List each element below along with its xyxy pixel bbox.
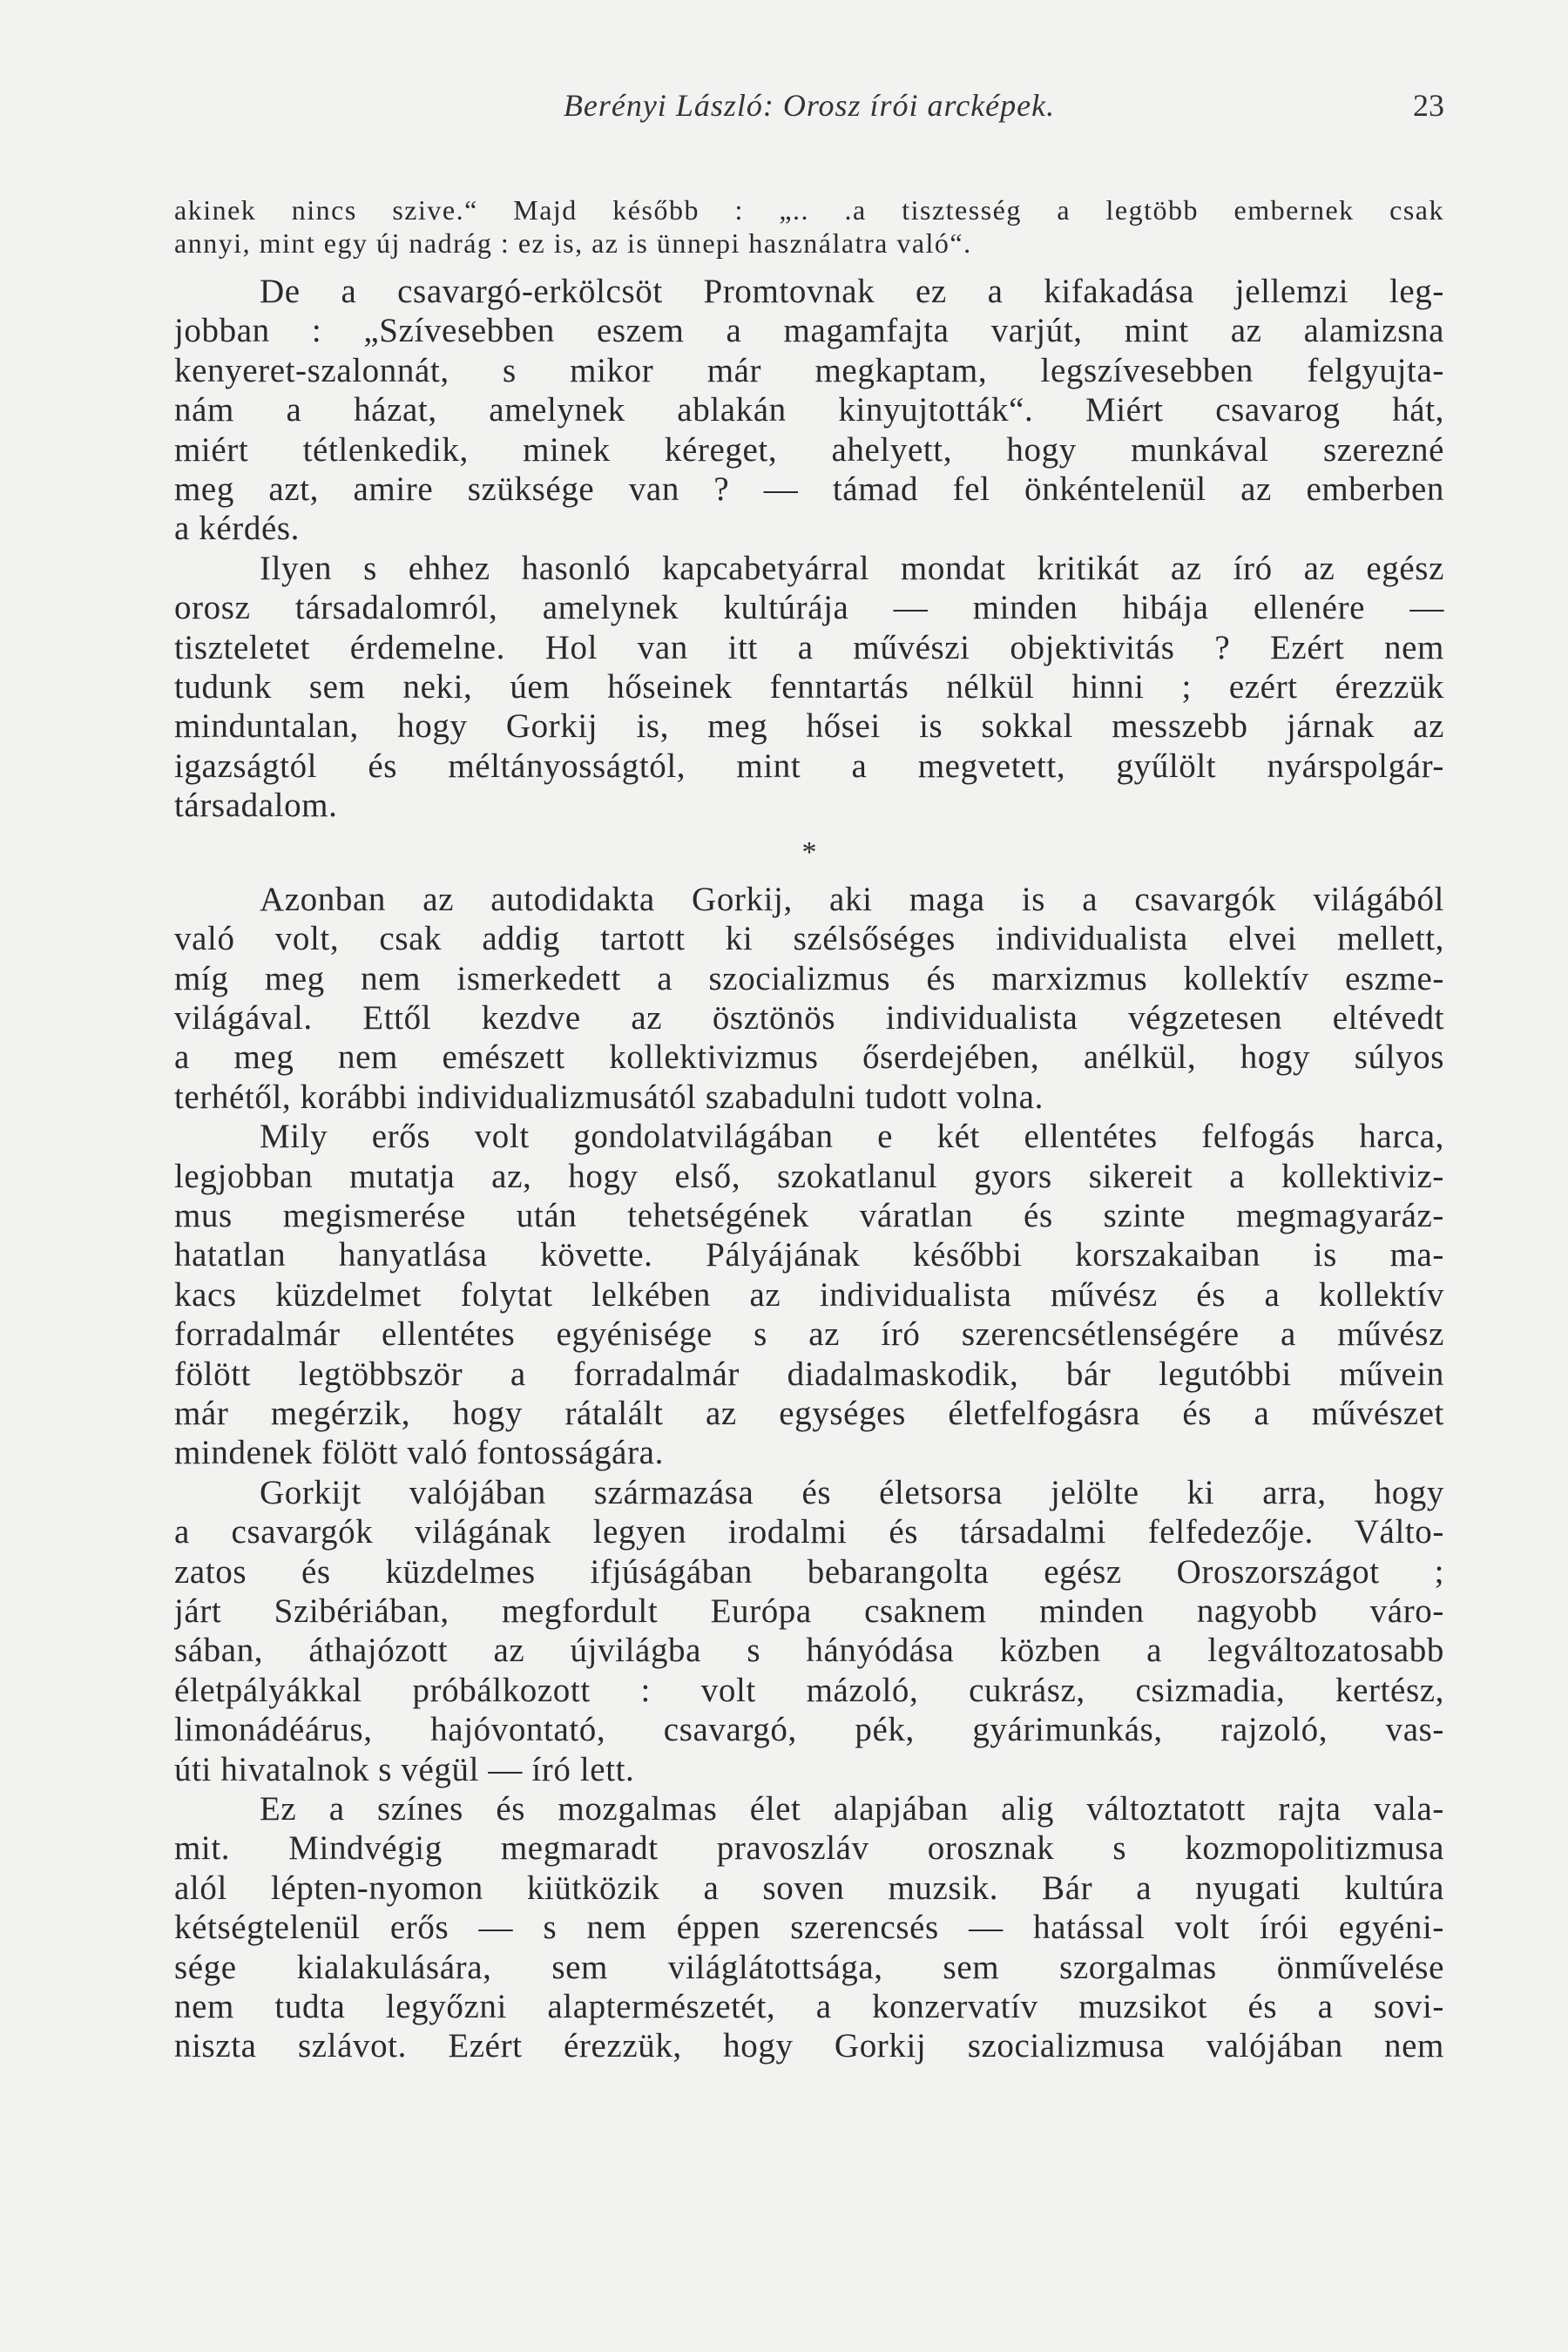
text-line: sége kialakulására, sem világlátottsága, sem szorgalmas önművelése [174, 1948, 1444, 1986]
running-title: Berényi László: Orosz írói arcképek. [563, 88, 1056, 123]
text-line: igazságtól és méltányosságtól, mint a megvetett, gyűlölt nyárspolgár- [174, 747, 1444, 785]
paragraph [174, 880, 1444, 1117]
text-line: mus megismerése után tehetségének váratlan és szinte megmagyaráz- [174, 1196, 1444, 1234]
text-line: életpályákkal próbálkozott : volt mázoló, cukrász, csizmadia, kertész, [174, 1671, 1444, 1709]
text-line: tudunk sem neki, úem hőseinek fenntartás nélkül hinni ; ezért érezzük [174, 668, 1444, 706]
text-line: a kérdés. [174, 510, 300, 548]
text-line: nám a házat, amelynek ablakán kinyujtották“. Miért csavarog hát, [174, 391, 1444, 429]
text-line: forradalmár ellentétes egyénisége s az író szerencsétlenségére a művész [174, 1315, 1444, 1354]
body-text [174, 193, 1444, 2066]
text-line: legjobban mutatja az, hogy első, szokatlanul gyors sikereit a kollektiviz- [174, 1157, 1444, 1195]
text-line: kétségtelenül erős — s nem éppen szerencsés — hatással volt írói egyéni- [174, 1909, 1444, 1947]
text-line: úti hivatalnok s végül — író lett. [174, 1750, 635, 1788]
text-line: tiszteletet érdemelne. Hol van itt a művészi objektivitás ? Ezért nem [174, 628, 1444, 666]
text-line: Mily erős volt gondolatvilágában e két ellentétes felfogás harca, [260, 1118, 1444, 1156]
text-line: világával. Ettől kezdve az ösztönös individualista végzetesen eltévedt [174, 998, 1444, 1037]
text-line: orosz társadalomról, amelynek kultúrája — minden hibája ellenére — [174, 589, 1444, 627]
paragraph [174, 1473, 1444, 1789]
section-separator: * [801, 835, 817, 868]
text-line: annyi, mint egy új nadrág : ez is, az is ünnepi használatra való“. [174, 227, 972, 259]
text-line: a csavargók világának legyen irodalmi és társadalmi felfedezője. Válto- [174, 1513, 1444, 1551]
text-line: minduntalan, hogy Gorkij is, meg hősei is sokkal messzebb járnak az [174, 707, 1444, 746]
text-line: De a csavargó-erkölcsöt Promtovnak ez a kifakadása jellemzi leg- [260, 273, 1444, 310]
text-line: fölött legtöbbször a forradalmár diadalmaskodik, bár legutóbbi művein [174, 1355, 1444, 1393]
running-head [174, 87, 1444, 139]
text-line: jobban : „Szívesebben eszem a magamfajta varjút, mint az alamizsna [174, 312, 1444, 350]
text-line: kacs küzdelmet folytat lelkében az individualista művész és a kollektív [174, 1275, 1444, 1314]
paragraph [174, 1789, 1444, 2066]
text-line: Ilyen s ehhez hasonló kapcabetyárral mondat kritikát az író az egész [260, 549, 1444, 587]
text-line: limonádéárus, hajóvontató, csavargó, pék, gyárimunkás, rajzoló, vas- [174, 1711, 1444, 1749]
text-line: míg meg nem ismerkedett a szocializmus és marxizmus kollektív eszme- [174, 959, 1444, 997]
text-line: járt Szibériában, megfordult Európa csaknem minden nagyobb váro- [174, 1592, 1444, 1630]
text-line: alól lépten-nyomon kiütközik a soven muzsik. Bár a nyugati kultúra [174, 1869, 1444, 1907]
text-line: meg azt, amire szüksége van ? — támad fel önkéntelenül az emberben [174, 470, 1444, 509]
text-line: akinek nincs szive.“ Majd később : „.. .a tisztesség a legtöbb embernek csak [174, 194, 1444, 226]
text-line: hatatlan hanyatlása követte. Pályájának későbbi korszakaiban is ma- [174, 1236, 1444, 1274]
text-line: nem tudta legyőzni alaptermészetét, a konzervatív muzsikot és a sovi- [174, 1988, 1444, 2026]
text-line: mindenek fölött való fontosságára. [174, 1434, 664, 1472]
text-line: már megérzik, hogy rátalált az egységes életfelfogásra és a művészet [174, 1394, 1444, 1432]
text-line: való volt, csak addig tartott ki szélsőséges individualista elvei mellett, [174, 920, 1444, 958]
text-line: miért tétlenkedik, minek kéreget, ahelyett, hogy munkával szerezné [174, 430, 1444, 469]
text-line: terhétől, korábbi individualizmusától szabadulni tudott volna. [174, 1078, 1044, 1116]
quotation-continuation [174, 193, 1444, 260]
text-line: mit. Mindvégig megmaradt pravoszláv orosznak s kozmopolitizmusa [174, 1829, 1444, 1868]
paragraph [174, 272, 1444, 549]
text-line: Azonban az autodidakta Gorkij, aki maga is a csavargók világából [260, 880, 1444, 918]
page-number: 23 [1413, 88, 1444, 123]
text-line: a meg nem emészett kollektivizmus őserdejében, anélkül, hogy súlyos [174, 1038, 1444, 1077]
text-line: Ez a színes és mozgalmas élet alapjában alig változtatott rajta vala- [260, 1790, 1444, 1828]
paragraph [174, 549, 1444, 826]
text-line: Gorkijt valójában származása és életsorsa jelölte ki arra, hogy [260, 1473, 1444, 1511]
text-line: niszta szlávot. Ezért érezzük, hogy Gorkij szocializmusa valójában nem [174, 2027, 1444, 2065]
text-line: zatos és küzdelmes ifjúságában bebarangolta egész Oroszországot ; [174, 1552, 1444, 1591]
text-line: sában, áthajózott az újvilágba s hányódása közben a legváltozatosabb [174, 1632, 1444, 1670]
text-line: társadalom. [174, 787, 338, 825]
text-line: kenyeret-szalonnát, s mikor már megkaptam, legszívesebben felgyujta- [174, 351, 1444, 389]
paragraph [174, 1117, 1444, 1473]
